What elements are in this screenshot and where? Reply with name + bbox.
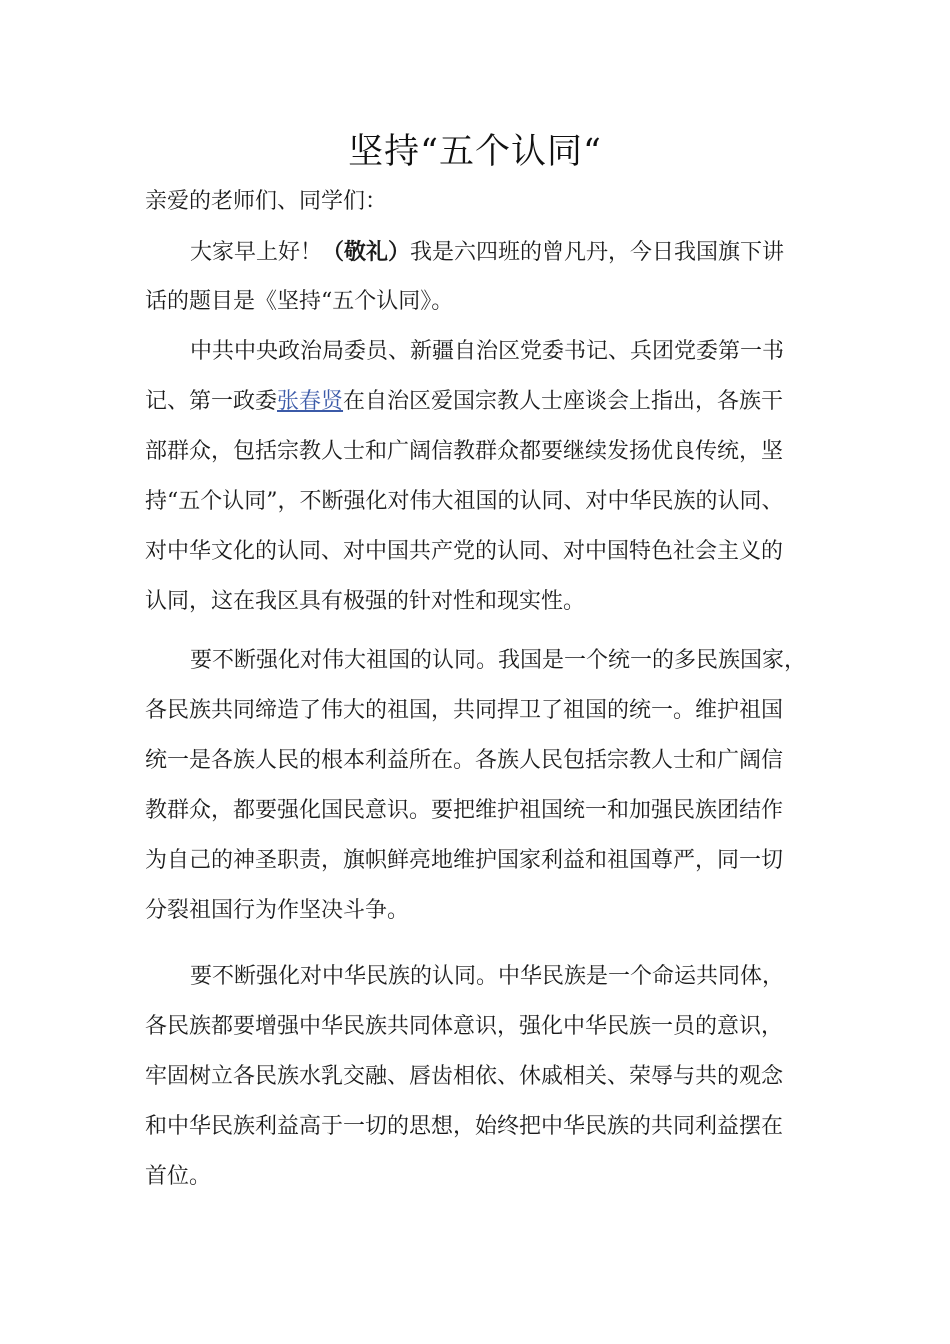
line-text: 记、第一政委 xyxy=(145,389,278,414)
paragraph-motherland xyxy=(145,636,810,936)
paragraph-line: 部群众，包括宗教人士和广阔信教群众都要继续发扬优良传统，坚 xyxy=(145,439,784,464)
paragraph-nation xyxy=(145,952,810,1202)
greeting xyxy=(145,177,810,227)
person-link[interactable]: 张春贤 xyxy=(277,389,344,414)
intro-text: 我是六四班的曾凡丹，今日我国旗下讲 xyxy=(410,240,785,265)
paragraph-line: 分裂祖国行为作坚决斗争。 xyxy=(145,898,410,923)
paragraph-line: 为自己的神圣职责，旗帜鲜亮地维护国家利益和祖国尊严，同一切 xyxy=(145,848,784,873)
salute-text: （敬礼） xyxy=(322,239,411,265)
page-title: 坚持“五个认同“ xyxy=(348,132,602,172)
paragraph-line: 统一是各族人民的根本利益所在。各族人民包括宗教人士和广阔信 xyxy=(145,748,784,773)
paragraph-five-identities xyxy=(145,327,810,627)
paragraph-line: 首位。 xyxy=(145,1164,212,1189)
paragraph-line: 牢固树立各民族水乳交融、唇齿相依、休戚相关、荣辱与共的观念 xyxy=(145,1064,784,1089)
paragraph-line: 中共中央政治局委员、新疆自治区党委书记、兵团党委第一书 xyxy=(190,339,785,364)
paragraph-line: 教群众，都要强化国民意识。要把维护祖国统一和加强民族团结作 xyxy=(145,798,784,823)
paragraph-line: 各民族都要增强中华民族共同体意识，强化中华民族一员的意识， xyxy=(145,1014,784,1039)
paragraph-line xyxy=(145,377,810,427)
paragraph-line: 认同，这在我区具有极强的针对性和现实性。 xyxy=(145,589,586,614)
paragraph-line xyxy=(145,227,810,277)
paragraph-line: 各民族共同缔造了伟大的祖国，共同捍卫了祖国的统一。维护祖国 xyxy=(145,698,784,723)
paragraph-line: 话的题目是《坚持“五个认同》。 xyxy=(145,289,454,314)
paragraph-line: 对中华文化的认同、对中国共产党的认同、对中国特色社会主义的 xyxy=(145,539,784,564)
paragraph-intro xyxy=(145,227,810,327)
paragraph-line: 要不断强化对中华民族的认同。中华民族是一个命运共同体， xyxy=(190,964,785,989)
paragraph-line: 持“五个认同”，不断强化对伟大祖国的认同、对中华民族的认同、 xyxy=(145,489,784,514)
greeting-line: 亲爱的老师们、同学们： xyxy=(145,189,388,214)
line-text: 在自治区爱国宗教人士座谈会上指出，各族干 xyxy=(343,389,784,414)
paragraph-line: 和中华民族利益高于一切的思想，始终把中华民族的共同利益摆在 xyxy=(145,1114,784,1139)
greeting-text: 大家早上好！ xyxy=(190,240,323,265)
paragraph-line: 要不断强化对伟大祖国的认同。我国是一个统一的多民族国家， xyxy=(190,648,807,673)
